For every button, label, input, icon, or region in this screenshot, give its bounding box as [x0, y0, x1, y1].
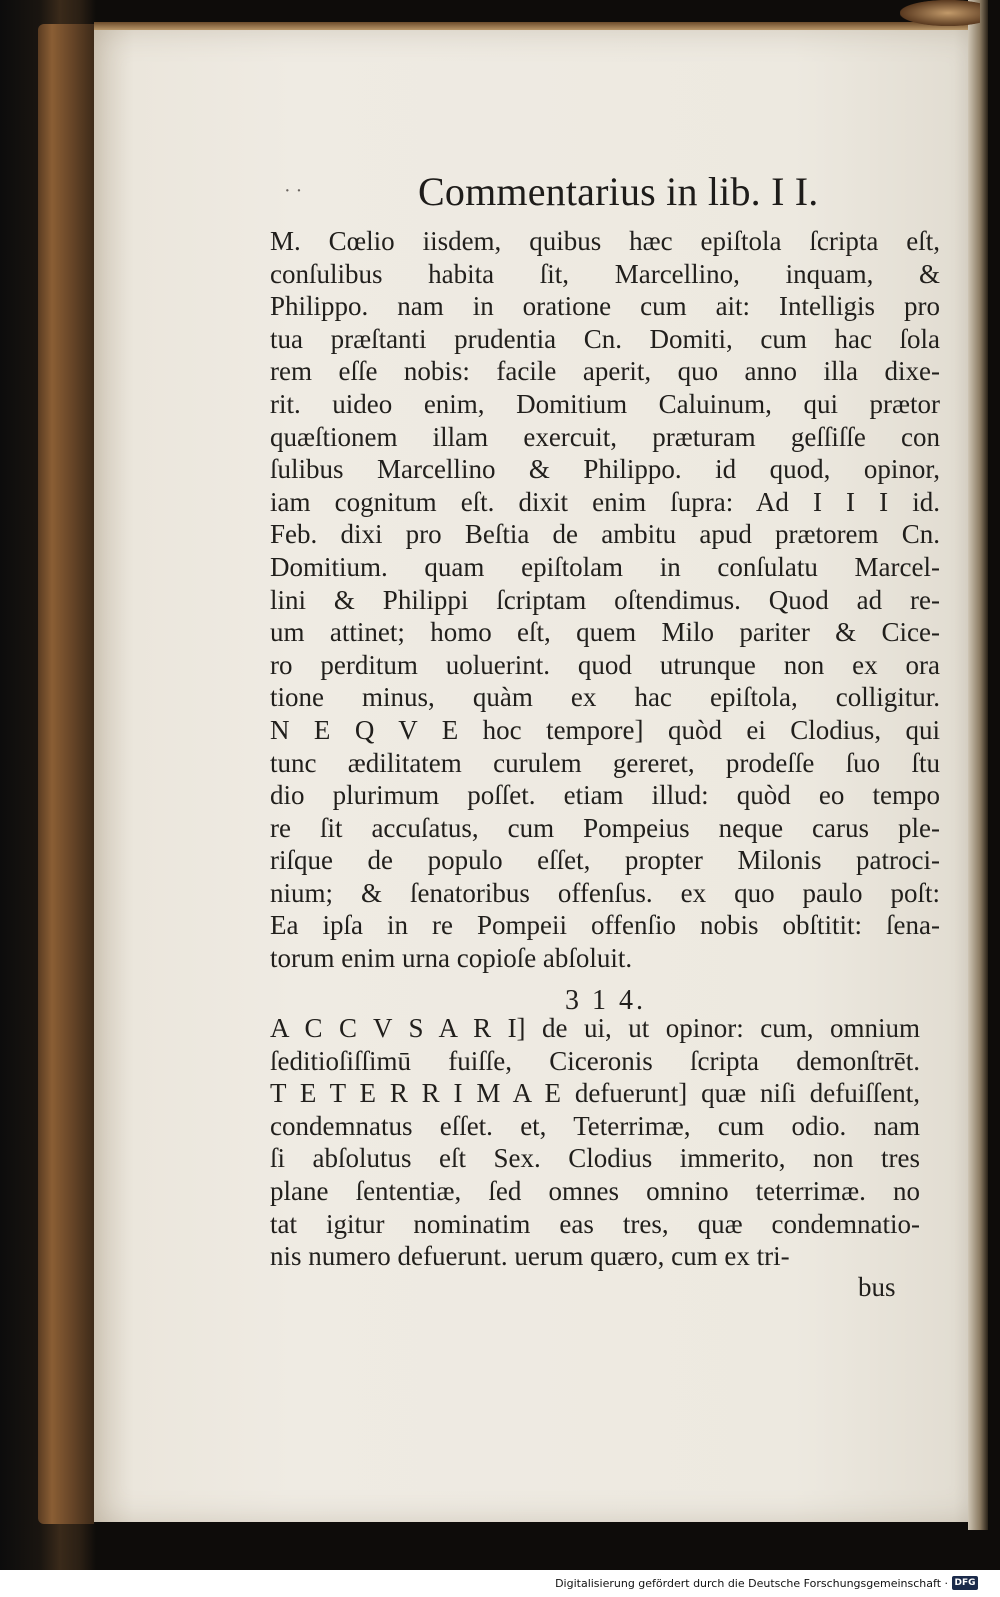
header-left-mark: · · — [284, 180, 303, 202]
running-header: Commentarius in lib. I I. — [418, 169, 819, 214]
text-line: riſque de populo eſſet, propter Milonis patroci- — [270, 845, 940, 876]
text-line: condemnatus eſſet. et, Teterrimæ, cum odio. nam — [270, 1110, 920, 1141]
text-line: re ſit accuſatus, cum Pompeius neque carus ple- — [270, 812, 940, 843]
text-line: Domitium. quam epiſtolam in conſulatu Marcel- — [270, 551, 940, 582]
text-line: plane ſententiæ, ſed omnes omnino teterrimæ. no — [270, 1175, 920, 1206]
dfg-logo: DFG — [952, 1576, 978, 1590]
text-line: tione minus, quàm ex hac epiſtola, colligitur. — [270, 682, 940, 713]
section-text-block — [270, 1012, 920, 1273]
text-line: A C C V S A R I] de ui, ut opinor: cum, omnium — [270, 1013, 920, 1043]
page-corner-damage — [900, 0, 980, 26]
text-line: N E Q V E hoc tempore] quòd ei Clodius, qui — [270, 714, 940, 745]
text-line: conſulibus habita ſit, Marcellino, inquam, & — [270, 258, 940, 289]
text-line: M. Cœlio iisdem, quibus hæc epiſtola ſcripta eſt, — [270, 226, 940, 256]
text-line: um attinet; homo eſt, quem Milo pariter & Cice- — [270, 617, 940, 648]
text-line: ſulibus Marcellino & Philippo. id quod, opinor, — [270, 454, 940, 485]
text-line: quæſtionem illam exercuit, præturam geſſiſſe con — [270, 421, 940, 452]
text-line: tunc ædilitatem curulem gereret, prodeſſe ſuo ſtu — [270, 747, 940, 778]
book-spine-edge — [38, 24, 94, 1524]
text-line: ro perditum uoluerint. quod utrunque non ex ora — [270, 649, 940, 680]
text-line: iam cognitum eſt. dixit enim ſupra: Ad I I I id. — [270, 486, 940, 517]
section-number: 3 1 4. — [565, 985, 646, 1016]
text-line: torum enim urna copioſe abſoluit. — [270, 943, 633, 974]
text-line: rem eſſe nobis: facile aperit, quo anno illa dixe- — [270, 356, 940, 387]
text-line: rit. uideo enim, Domitium Caluinum, qui prætor — [270, 388, 940, 419]
catchword: bus — [858, 1272, 896, 1302]
text-line: nis numero defuerunt. uerum quæro, cum ex tri- — [270, 1241, 790, 1272]
text-line: T E T E R R I M A E defuerunt] quæ niſi defuiſſent, — [270, 1078, 920, 1109]
footer-credit: Digitalisierung gefördert durch die Deutsche Forschungsgemeinschaft · — [555, 1577, 948, 1590]
text-line: Philippo. nam in oratione cum ait: Intelligis pro — [270, 291, 940, 322]
text-line: ſeditioſiſſimū fuiſſe, Ciceronis ſcripta demonſtrēt. — [270, 1045, 920, 1076]
text-line: lini & Philippi ſcriptam oſtendimus. Quod ad re- — [270, 584, 940, 615]
text-line: Ea ipſa in re Pompeii offenſio nobis obſtitit: ſena- — [270, 910, 940, 941]
text-line: Feb. dixi pro Beſtia de ambitu apud prætorem Cn. — [270, 519, 940, 550]
text-line: tua præſtanti prudentia Cn. Domiti, cum hac ſola — [270, 323, 940, 354]
text-line: tat igitur nominatim eas tres, quæ condemnatio- — [270, 1208, 920, 1239]
text-line: ſi abſolutus eſt Sex. Clodius immerito, non tres — [270, 1143, 920, 1174]
text-line: nium; & ſenatoribus offenſus. ex quo paulo poſt: — [270, 877, 940, 908]
main-text-block — [270, 225, 940, 975]
page-right-edge — [968, 0, 988, 1530]
text-line: dio plurimum poſſet. etiam illud: quòd eo tempo — [270, 780, 940, 811]
